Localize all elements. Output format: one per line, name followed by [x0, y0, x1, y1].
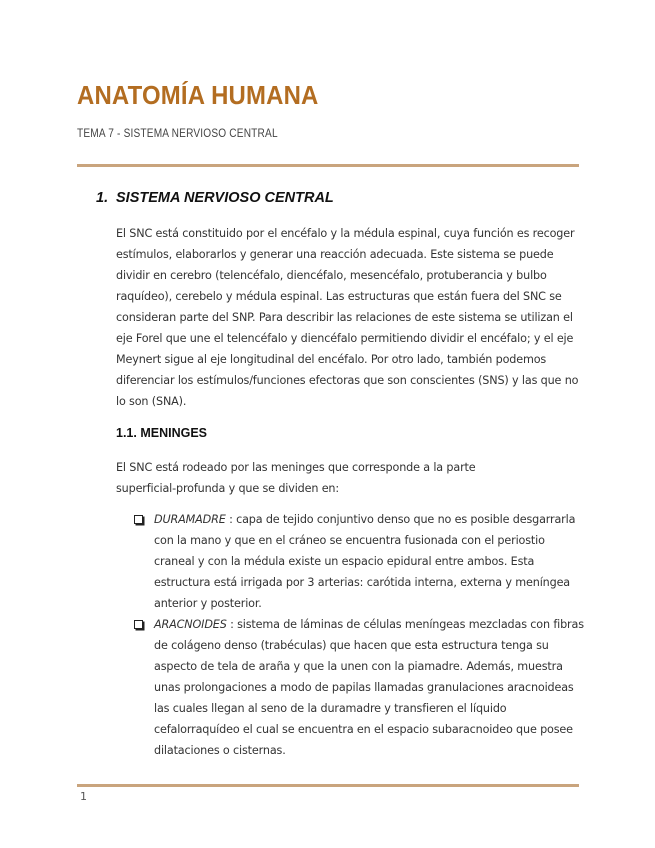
- section-paragraph: El SNC está constituido por el encéfalo y la médula espinal, cuya función es recoger estímulos, elaborarlos y generar una reacción adecuada. Este sistema se puede dividir en cerebro (telencéfalo, diencéfalo, mesencéfalo, protuberancia y bulbo raquídeo), cerebelo y médula espinal. Las estructuras que están fuera del SNC se consideran parte del SNP. Para describir las relaciones de este sistema se utilizan el eje Forel que une el telencéfalo y diencéfalo permitiendo dividir el encéfalo; y el eje Meynert sigue al eje longitudinal del encéfalo. Por otro lado, también podemos diferenciar los estímulos/funciones efectoras que son conscientes (SNS) y las que no lo son (SNA).: [116, 227, 579, 408]
- footer-divider: [77, 784, 579, 787]
- subsection-paragraph: El SNC está rodeado por las meninges que corresponde a la parte superficial-profunda y que se dividen en:: [116, 461, 476, 495]
- document-title: ANATOMÍA HUMANA: [77, 80, 319, 110]
- section-title: SISTEMA NERVIOSO CENTRAL: [116, 190, 334, 206]
- checkbox-bullet-icon: [134, 620, 143, 629]
- list-item-text: : sistema de láminas de células meníngeas mezcladas con fibras de colágeno denso (trabéculas) que hacen que esta estructura tenga su aspecto de tela de araña y que la unen con la piamadre. Además, muestra unas prolongaciones a modo de papilas llamadas granulaciones aracnoideas las cuales llegan al seno de la duramadre y transfieren el líquido cefalorraquídeo el cual se encuentra en el espacio subaracnoideo que posee dilataciones o cisternas.: [154, 618, 584, 757]
- subsection-heading: 1.1. MENINGES: [116, 426, 207, 440]
- checkbox-bullet-icon: [134, 515, 143, 524]
- list-item-text: : capa de tejido conjuntivo denso que no es posible desgarrarla con la mano y que en el cráneo se encuentra fusionada con el periostio craneal y con la médula existe un espacio epidural entre ambos. Esta estructura está irrigada por 3 arterias: carótida interna, externa y meníngea anterior y posterior.: [154, 513, 576, 610]
- list-item: [134, 614, 584, 761]
- meninges-list: [134, 509, 584, 761]
- page-number: 1: [80, 790, 87, 803]
- document-subtitle: TEMA 7 - SISTEMA NERVIOSO CENTRAL: [77, 128, 278, 140]
- list-item-term: ARACNOIDES: [154, 618, 227, 631]
- section-heading: [96, 190, 334, 206]
- section-number: 1.: [96, 190, 109, 206]
- list-item: [134, 509, 584, 614]
- header-divider: [77, 164, 579, 167]
- list-item-term: DURAMADRE: [154, 513, 226, 526]
